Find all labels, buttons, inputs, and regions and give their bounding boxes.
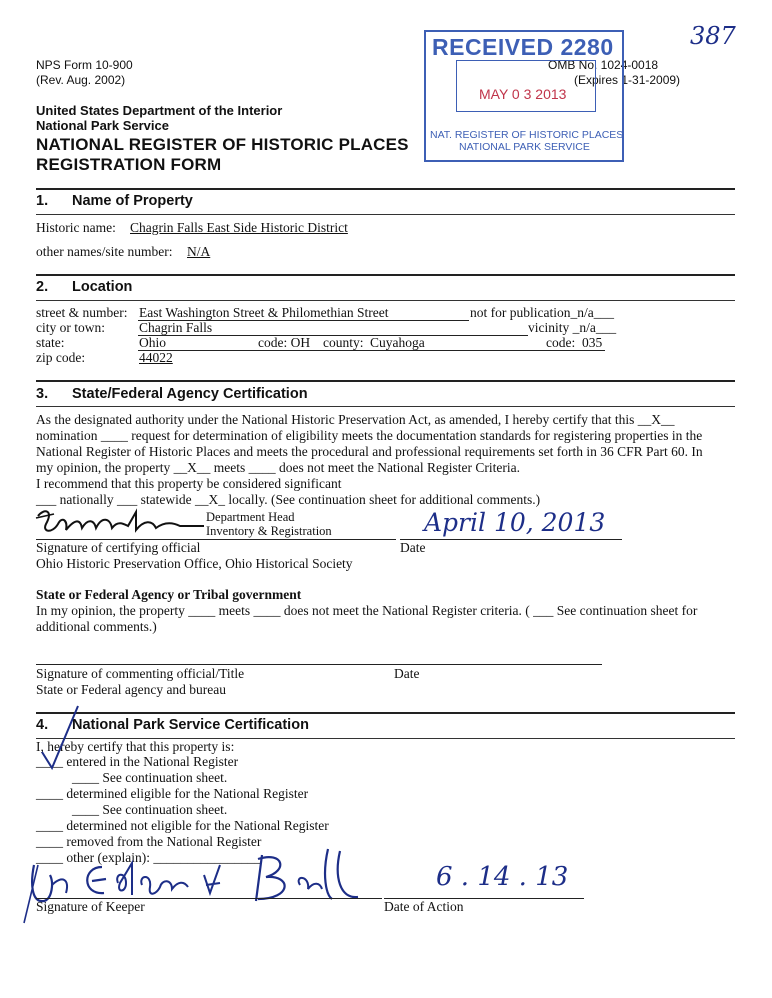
county-code-value: 035 (582, 335, 603, 350)
historic-name-value: Chagrin Falls East Side Historic District (130, 220, 348, 235)
section-4-title: National Park Service Certification (72, 717, 309, 733)
form-number: NPS Form 10-900 (36, 58, 133, 72)
state-code: code: OH (258, 335, 311, 350)
section-1-top-rule (36, 188, 735, 190)
handwritten-page-number: 387 (690, 22, 736, 50)
section-3-top-rule (36, 380, 735, 382)
keeper-intro: I, hereby certify that this property is: (36, 739, 235, 754)
section-2-title: Location (72, 279, 133, 295)
street-value: East Washington Street & Philomethian Street (139, 305, 389, 320)
state-label: state: (36, 335, 65, 350)
cert-date-label: Date (400, 540, 426, 555)
certifying-office: Ohio Historic Preservation Office, Ohio Historical Society (36, 556, 353, 571)
keeper-signature (22, 845, 362, 931)
stamp-line-2: NATIONAL PARK SERVICE (459, 141, 590, 153)
status-not-eligible: ____ determined not eligible for the National Register (36, 818, 329, 833)
agency-bureau-label: State or Federal agency and bureau (36, 682, 227, 697)
stamp-line-1: NAT. REGISTER OF HISTORIC PLACES (430, 129, 624, 141)
cert-line-6: ___ nationally ___ statewide __X_ locally. (See continuation sheet for additional comments.) (36, 492, 541, 507)
section-3-title: State/Federal Agency Certification (72, 386, 308, 402)
section-1-bottom-rule (36, 214, 735, 215)
form-title: NATIONAL REGISTER OF HISTORIC PLACES (36, 135, 409, 154)
state-value: Ohio (139, 335, 166, 350)
not-for-publication: not for publication_n/a___ (470, 305, 614, 320)
zip-label: zip code: (36, 350, 86, 365)
department-name: United States Department of the Interior (36, 103, 283, 118)
agency-opinion-line-1: In my opinion, the property ____ meets ____ does not meet the National Register criteria. ( ___ See continuation sheet for (36, 603, 698, 618)
other-names-value: N/A (187, 244, 211, 259)
city-label: city or town: (36, 320, 105, 335)
status-other: ____ other (explain): ________________ (36, 850, 262, 865)
agency-subheading: State or Federal Agency or Tribal government (36, 587, 302, 602)
section-4-top-rule (36, 712, 735, 714)
agency-opinion-line-2: additional comments.) (36, 619, 157, 634)
stamp-date: MAY 0 3 2013 (479, 86, 567, 102)
section-2-bottom-rule (36, 300, 735, 301)
state-underline (138, 350, 605, 351)
stamp-received-text: RECEIVED 2280 (432, 34, 614, 60)
city-value: Chagrin Falls (139, 320, 213, 335)
action-date-label: Date of Action (384, 899, 464, 914)
section-2-top-rule (36, 274, 735, 276)
status-removed: ____ removed from the National Register (36, 834, 262, 849)
received-stamp (424, 30, 624, 162)
entered-check-mark (38, 704, 88, 774)
comment-signature-label: Signature of commenting official/Title (36, 666, 245, 681)
section-4-number: 4. (36, 717, 49, 733)
section-3-number: 3. (36, 386, 49, 402)
cert-line-4: my opinion, the property __X__ meets ____ does not meet the National Register Criteria. (36, 460, 521, 475)
county-code-label: code: (546, 335, 576, 350)
section-3-bottom-rule (36, 406, 735, 407)
agency-name: National Park Service (36, 118, 169, 133)
other-names-label: other names/site number: (36, 244, 173, 259)
status-eligible-continuation: ____ See continuation sheet. (72, 802, 228, 817)
signature-label: Signature of certifying official (36, 540, 201, 555)
street-label: street & number: (36, 305, 128, 320)
cert-date-line (400, 539, 622, 540)
handwritten-action-date: 6 . 14 . 13 (436, 862, 569, 892)
status-eligible: ____ determined eligible for the National Register (36, 786, 309, 801)
omb-expiration: (Expires 1-31-2009) (574, 73, 681, 87)
keeper-signature-label: Signature of Keeper (36, 899, 145, 914)
comment-signature-line (36, 664, 602, 665)
cert-line-5: I recommend that this property be considered significant (36, 476, 342, 491)
county-label: county: (323, 335, 364, 350)
vicinity: vicinity _n/a___ (528, 320, 617, 335)
cert-line-2: nomination ____ request for determination of eligibility meets the documentation standards for registering properties in the (36, 428, 703, 443)
section-1-title: Name of Property (72, 193, 193, 209)
handwritten-cert-date: April 10, 2013 (424, 508, 606, 537)
county-value: Cuyahoga (370, 335, 425, 350)
department-head-title: Department Head (206, 510, 295, 524)
section-1-number: 1. (36, 193, 49, 209)
omb-number: OMB No. 1024-0018 (548, 58, 659, 72)
form-revision: (Rev. Aug. 2002) (36, 73, 126, 87)
form-subtitle: REGISTRATION FORM (36, 155, 222, 174)
section-2-number: 2. (36, 279, 49, 295)
cert-line-3: National Register of Historic Places and meets the procedural and professional requirements set forth in 36 CFR Part 60. In (36, 444, 703, 459)
comment-date-label: Date (394, 666, 420, 681)
cert-line-1: As the designated authority under the National Historic Preservation Act, as amended, I hereby certify that this __X__ (36, 412, 675, 427)
status-entered-continuation: ____ See continuation sheet. (72, 770, 228, 785)
stamp-date-box (456, 60, 596, 112)
zip-value: 44022 (139, 350, 173, 365)
status-entered: ____ entered in the National Register (36, 754, 239, 769)
historic-name-label: Historic name: (36, 220, 116, 235)
inventory-registration: Inventory & Registration (206, 524, 332, 538)
